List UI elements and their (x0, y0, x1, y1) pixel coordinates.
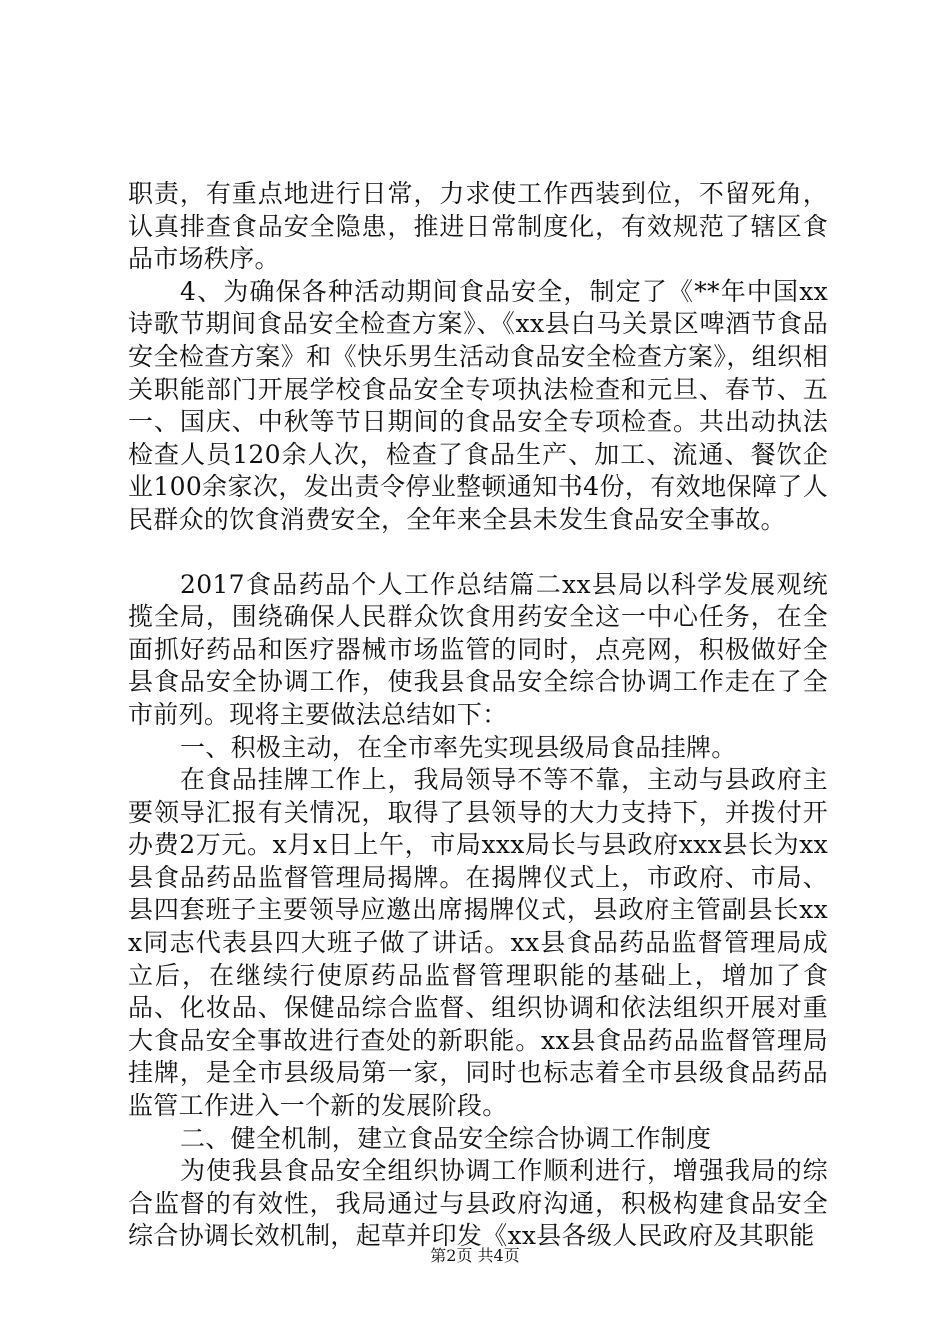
section-heading-2: 二、健全机制，建立食品安全综合协调工作制度 (180, 1123, 712, 1153)
paragraph-section-1: 在食品挂牌工作上，我局领导不等不靠，主动与县政府主要领导汇报有关情况，取得了县领导的大力支持下，并拨付开办费2万元。x月x日上午，市局xxx局长与县政府xxx县长为xx县食品药品监督管理局揭牌。在揭牌仪式上，市政府、市局、县四套班子主要领导应邀出席揭牌仪式，县政府主管副县长xxx同志代表县四大班子做了讲话。xx县食品药品监督管理局成立后，在继续行使原药品监督管理职能的基础上，增加了食品、化妆品、保健品综合监督、组织协调和依法组织开展对重大食品安全事故进行查处的新职能。xx县食品药品监督管理局挂牌，是全市县级局第一家，同时也标志着全市县级食品药品监管工作进入一个新的发展阶段。 (128, 765, 828, 1121)
document-body (128, 178, 828, 1253)
paragraph-item-4: 4、为确保各种活动期间食品安全，制定了《**年中国xx诗歌节期间食品安全检查方案》、《xx县白马关景区啤酒节食品安全检查方案》和《快乐男生活动食品安全检查方案》，组织相关职能部门开展学校食品安全专项执法检查和元旦、春节、五一、国庆、中秋等节日期间的食品安全专项检查。共出动执法检查人员120余人次，检查了食品生产、加工、流通、餐饮企业100余家次，发出责令停业整顿通知书4份，有效地保障了人民群众的饮食消费安全，全年来全县未发生食品安全事故。 (128, 276, 828, 534)
paragraph-summary-intro: 2017食品药品个人工作总结篇二xx县局以科学发展观统揽全局，围绕确保人民群众饮食用药安全这一中心任务，在全面抓好药品和医疗器械市场监管的同时，点亮网，积极做好全县食品安全协调工作，使我县食品安全综合协调工作走在了全市前列。现将主要做法总结如下： (128, 569, 828, 729)
section-heading-1: 一、积极主动，在全市率先实现县级局食品挂牌。 (180, 732, 737, 762)
paragraph-gap (128, 537, 828, 569)
page-number-footer: 第2页 共4页 (430, 1246, 520, 1265)
paragraph-continued-duties: 职责，有重点地进行日常，力求使工作西装到位，不留死角，认真排查食品安全隐患，推进日常制度化，有效规范了辖区食品市场秩序。 (128, 179, 828, 274)
paragraph-section-2: 为使我县食品安全组织协调工作顺利进行，增强我局的综合监督的有效性，我局通过与县政府沟通，积极构建食品安全综合协调长效机制，起草并印发《xx县各级人民政府及其职能 (128, 1156, 828, 1251)
